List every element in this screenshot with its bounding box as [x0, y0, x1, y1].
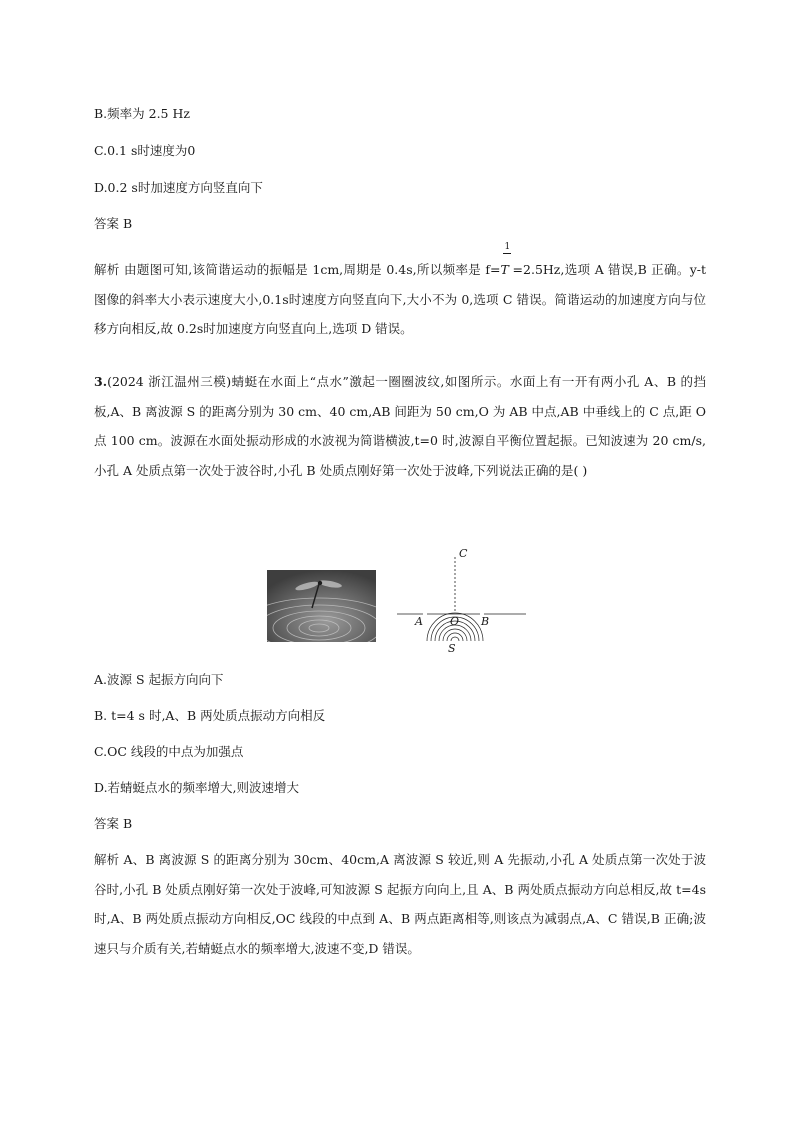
wave-source-diagram — [392, 543, 532, 655]
q3-answer: 答案 B — [94, 816, 133, 831]
q2-option-b: B.频率为 2.5 Hz — [94, 106, 190, 121]
q3-option-c: C.OC 线段的中点为加强点 — [94, 744, 244, 759]
q2-option-c: C.0.1 s时速度为0 — [94, 143, 196, 158]
label-b: B — [481, 615, 490, 628]
q2-analysis — [94, 242, 707, 344]
q3-analysis: 解析 A、B 离波源 S 的距离分别为 30cm、40cm,A 离波源 S 较近,则 A 先振动,小孔 A 处质点第一次处于波谷时,小孔 B 处质点刚好第一次处于波峰,可知波源 S 起振方向向上,且 A、B 两处质点振动方向总相反,故 t=4s 时,A、B 两处质点振动方向相反,OC 线段的中点到 A、B 两点距离相等,则该点为减弱点,A、C 错误,B 正确;波速只与介质有关,若蜻蜓点水的频率增大,波速不变,D 错误。 — [94, 852, 706, 956]
q3-number: 3. — [94, 374, 108, 389]
fraction-bar — [503, 253, 511, 254]
dragonfly-water-photo — [267, 570, 376, 642]
q2-analysis-lead: 解析 由题图可知,该简谐运动的振幅是 1cm,周期是 0.4s,所以频率是 f= — [94, 262, 501, 277]
label-c: C — [459, 547, 468, 560]
q3-option-b: B. t=4 s 时,A、B 两处质点振动方向相反 — [94, 708, 326, 723]
q3-option-d: D.若蜻蜓点水的频率增大,则波速增大 — [94, 780, 300, 795]
q2-answer: 答案 B — [94, 216, 133, 231]
one-over-t-fraction — [500, 242, 513, 285]
label-s: S — [448, 642, 456, 655]
label-a: A — [415, 615, 423, 628]
label-o: O — [450, 615, 460, 628]
q3-stem: (2024 浙江温州三模)蜻蜓在水面上“点水”激起一圈圈波纹,如图所示。水面上有一开有两小孔 A、B 的挡板,A、B 离波源 S 的距离分别为 30 cm、40 cm,AB 间距为 50 cm,O 为 AB 中点,AB 中垂线上的 C 点,距 O 点 100 cm。波源在水面处振动形成的水波视为简谐横波,t=0 时,波源自平衡位置起振。已知波速为 20 cm/s,小孔 A 处质点第一次处于波谷时,小孔 B 处质点刚好第一次处于波峰,下列说法正确的是( ) — [94, 374, 706, 478]
fraction-numerator: 1 — [504, 242, 511, 252]
q2-option-d: D.0.2 s时加速度方向竖直向下 — [94, 180, 263, 195]
q2-analysis-mid: =2.5Hz,选项 A 错误,B 正确。 — [512, 262, 690, 277]
q2-analysis-rest: y-t 图像的斜率大小表示速度大小,0.1s时速度方向竖直向下,大小不为 0,选项 C 错误。简谐运动的加速度方向与位移方向相反,故 0.2s时加速度方向竖直向上,选项 D 错误。 — [94, 262, 707, 336]
fraction-denominator: T — [500, 262, 509, 277]
q3-option-a: A.波源 S 起振方向向下 — [94, 672, 224, 687]
q3-stem-block — [94, 367, 706, 485]
